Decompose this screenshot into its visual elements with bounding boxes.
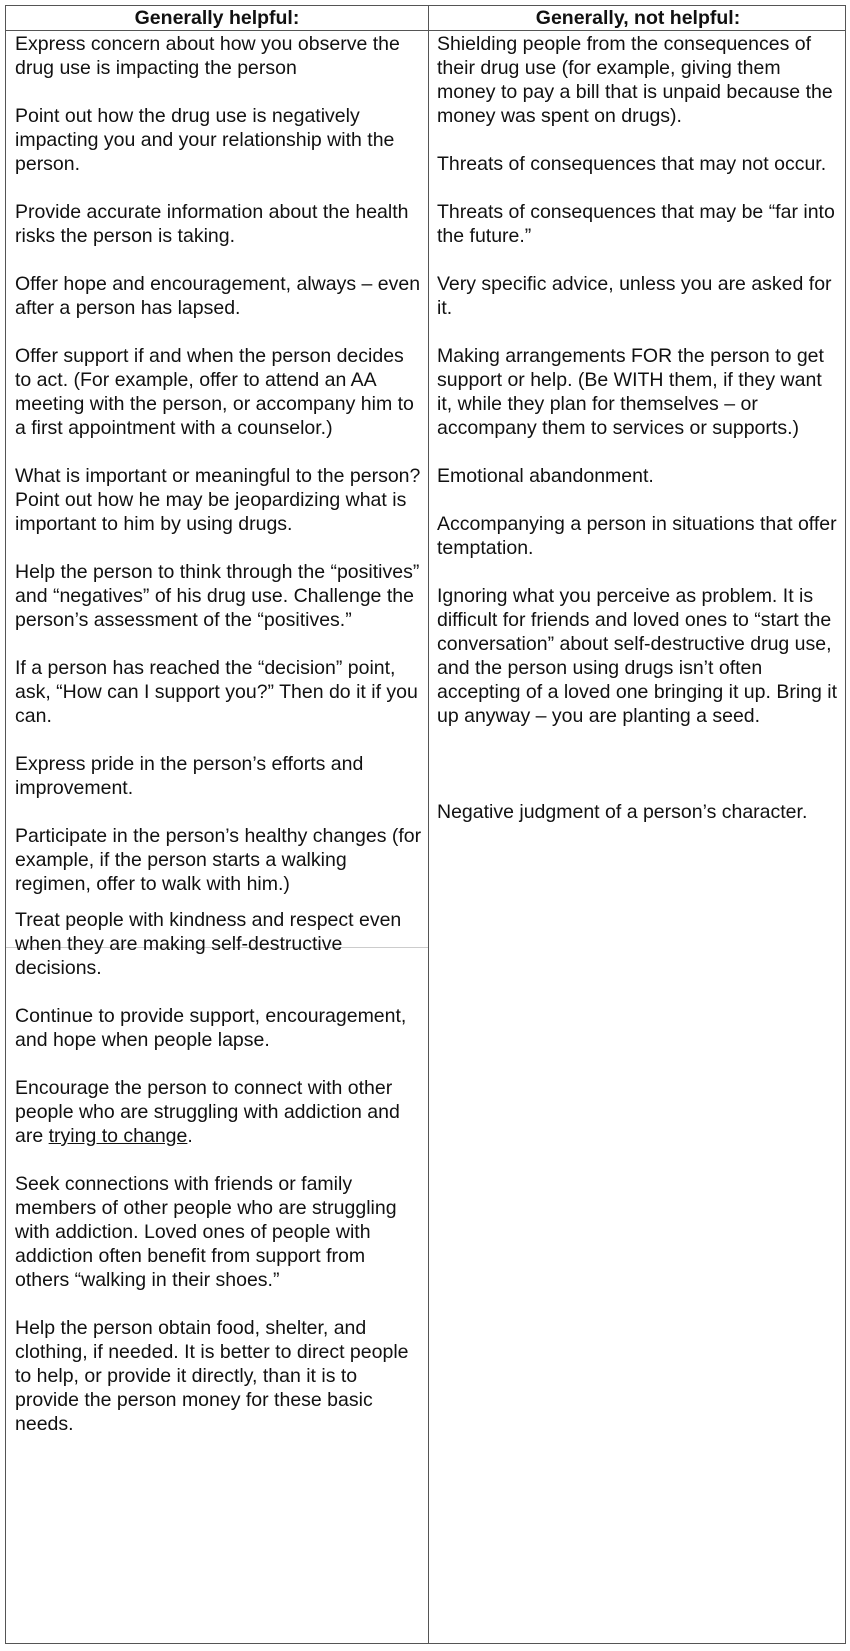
not-helpful-item: Very specific advice, unless you are asked for it.: [437, 273, 832, 319]
helpful-item: Express concern about how you observe the drug use is impacting the person: [15, 33, 400, 79]
header-divider: [6, 30, 845, 31]
helpful-item: Offer hope and encouragement, always – even after a person has lapsed.: [15, 273, 421, 319]
not-helpful-item: Ignoring what you perceive as problem. It is difficult for friends and loved ones to “start the conversation” about self-destructive drug use, and the person using drugs isn’t often accepting of a loved one bringing it up. Bring it up anyway – you are planting a seed.: [437, 585, 838, 727]
not-helpful-item: Threats of consequences that may be “far into the future.”: [437, 201, 835, 247]
comparison-table: [5, 5, 846, 1644]
helpful-item: Offer support if and when the person decides to act. (For example, offer to attend an AA meeting with the person, or accompany him to a first appointment with a counselor.): [15, 345, 414, 439]
underlined-text: trying to change: [48, 1125, 188, 1147]
header-helpful: Generally helpful:: [134, 7, 300, 29]
not-helpful-item: Making arrangements FOR the person to get support or help. (Be WITH them, if they want it, while they plan for themselves – or accompany them to services or supports.): [437, 345, 824, 439]
helpful-item-encourage: Encourage the person to connect with other people who are struggling with addiction and are trying to change.: [15, 1077, 400, 1147]
not-helpful-item: Threats of consequences that may not occur.: [437, 153, 827, 175]
helpful-column: [15, 32, 423, 1460]
helpful-item: Help the person to think through the “positives” and “negatives” of his drug use. Challenge the person’s assessment of the “positives.”: [15, 561, 420, 631]
not-helpful-item: Accompanying a person in situations that offer temptation.: [437, 513, 837, 559]
not-helpful-item: Shielding people from the consequences of their drug use (for example, giving them money to pay a bill that is unpaid because the money was spent on drugs).: [437, 33, 833, 127]
helpful-item: If a person has reached the “decision” point, ask, “How can I support you?” Then do it if you can.: [15, 657, 418, 727]
not-helpful-item: Emotional abandonment.: [437, 465, 654, 487]
helpful-item: Seek connections with friends or family members of other people who are struggling with addiction. Loved ones of people with addiction often benefit from support from others “walking in their shoes.”: [15, 1173, 397, 1291]
header-not-helpful: Generally, not helpful:: [535, 7, 741, 29]
not-helpful-item: Negative judgment of a person’s character.: [437, 801, 808, 823]
helpful-item: Help the person obtain food, shelter, and clothing, if needed. It is better to direct people to help, or provide it directly, than it is to provide the person money for these basic needs.: [15, 1317, 409, 1435]
helpful-item: What is important or meaningful to the person? Point out how he may be jeopardizing what is important to him by using drugs.: [15, 465, 421, 535]
helpful-item: Participate in the person’s healthy changes (for example, if the person starts a walking regimen, offer to walk with him.): [15, 825, 422, 895]
helpful-item: Point out how the drug use is negatively impacting you and your relationship with the person.: [15, 105, 395, 175]
helpful-item: Continue to provide support, encouragement, and hope when people lapse.: [15, 1005, 407, 1051]
helpful-item: Treat people with kindness and respect even when they are making self-destructive decisions.: [15, 909, 402, 979]
helpful-item: Express pride in the person’s efforts and improvement.: [15, 753, 364, 799]
not-helpful-column: [437, 32, 842, 848]
spacer: [437, 752, 842, 800]
helpful-item: Provide accurate information about the health risks the person is taking.: [15, 201, 409, 247]
column-divider: [428, 6, 429, 1643]
